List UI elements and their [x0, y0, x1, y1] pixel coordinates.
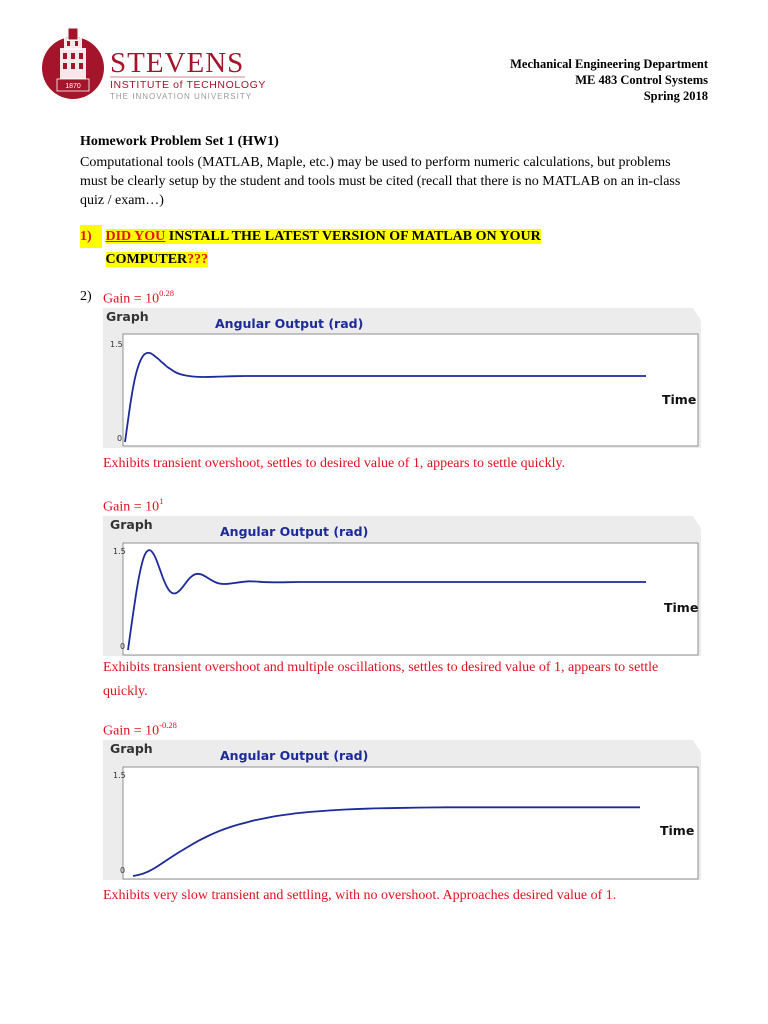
- gain-exponent-1: 0.28: [159, 288, 174, 298]
- gain-prefix-3: Gain = 10: [103, 723, 160, 739]
- observation-3: Exhibits very slow transient and settling, with no overshoot. Approaches desired value of 1.: [103, 888, 617, 903]
- item-1-number: 1): [80, 225, 102, 248]
- tower-seal-icon: [42, 28, 104, 99]
- x-axis-label: Time: [662, 392, 697, 407]
- x-axis-label: Time: [664, 600, 699, 615]
- step-response-graph-2: [103, 514, 701, 656]
- term: Spring 2018: [643, 89, 708, 103]
- course-header: [510, 56, 708, 104]
- item-2-number: 2): [80, 289, 92, 304]
- logo-year: 1870: [65, 83, 81, 90]
- gain-prefix-1: Gain = 10: [103, 291, 160, 307]
- graph-title: Angular Output (rad): [220, 748, 369, 763]
- item-1-text: INSTALL THE LATEST VERSION OF MATLAB ON YOUR COMPUTER: [105, 229, 541, 267]
- question-marks: ???: [187, 252, 209, 267]
- department-name: Mechanical Engineering Department: [510, 57, 708, 71]
- did-you-text: DID YOU: [105, 229, 166, 244]
- y-tick-max: 1.5: [110, 340, 123, 349]
- y-tick-max: 1.5: [113, 547, 126, 556]
- gain-exponent-3: -0.28: [159, 720, 177, 730]
- intro-paragraph: Computational tools (MATLAB, Maple, etc.) may be used to perform numeric calculations, but problems must be clearly setup by the student and tools must be cited (recall that there is no MATLAB on an in-class quiz / exam…): [80, 155, 681, 208]
- observation-1: Exhibits transient overshoot, settles to desired value of 1, appears to settle quickly.: [103, 456, 566, 471]
- course-name: ME 483 Control Systems: [575, 73, 708, 87]
- gain-label-2: [103, 497, 163, 516]
- logo-tagline: THE INNOVATION UNIVERSITY: [110, 92, 253, 101]
- gain-prefix-2: Gain = 10: [103, 499, 160, 515]
- homework-title: Homework Problem Set 1 (HW1): [80, 134, 279, 149]
- item-1: [80, 225, 640, 271]
- step-response-graph-3: [103, 738, 701, 880]
- graph-title: Angular Output (rad): [215, 316, 364, 331]
- graph-label: Graph: [110, 741, 153, 756]
- gain-exponent-2: 1: [159, 496, 164, 506]
- y-tick-zero: 0: [117, 434, 123, 443]
- gain-label-3: [103, 721, 177, 740]
- logo-name: STEVENS: [110, 47, 245, 79]
- y-tick-zero: 0: [120, 642, 126, 651]
- observation-2: Exhibits transient overshoot and multiple oscillations, settles to desired value of 1, appears to settle quickly.: [103, 660, 659, 699]
- stevens-logo: [40, 22, 266, 104]
- gain-label-1: [103, 289, 174, 308]
- logo-institute: INSTITUTE of TECHNOLOGY: [110, 79, 266, 91]
- y-tick-max: 1.5: [113, 771, 126, 780]
- graph-label: Graph: [110, 517, 153, 532]
- graph-title: Angular Output (rad): [220, 524, 369, 539]
- graph-label: Graph: [106, 309, 149, 324]
- x-axis-label: Time: [660, 823, 695, 838]
- y-tick-zero: 0: [120, 866, 126, 875]
- step-response-graph-1: [103, 306, 701, 448]
